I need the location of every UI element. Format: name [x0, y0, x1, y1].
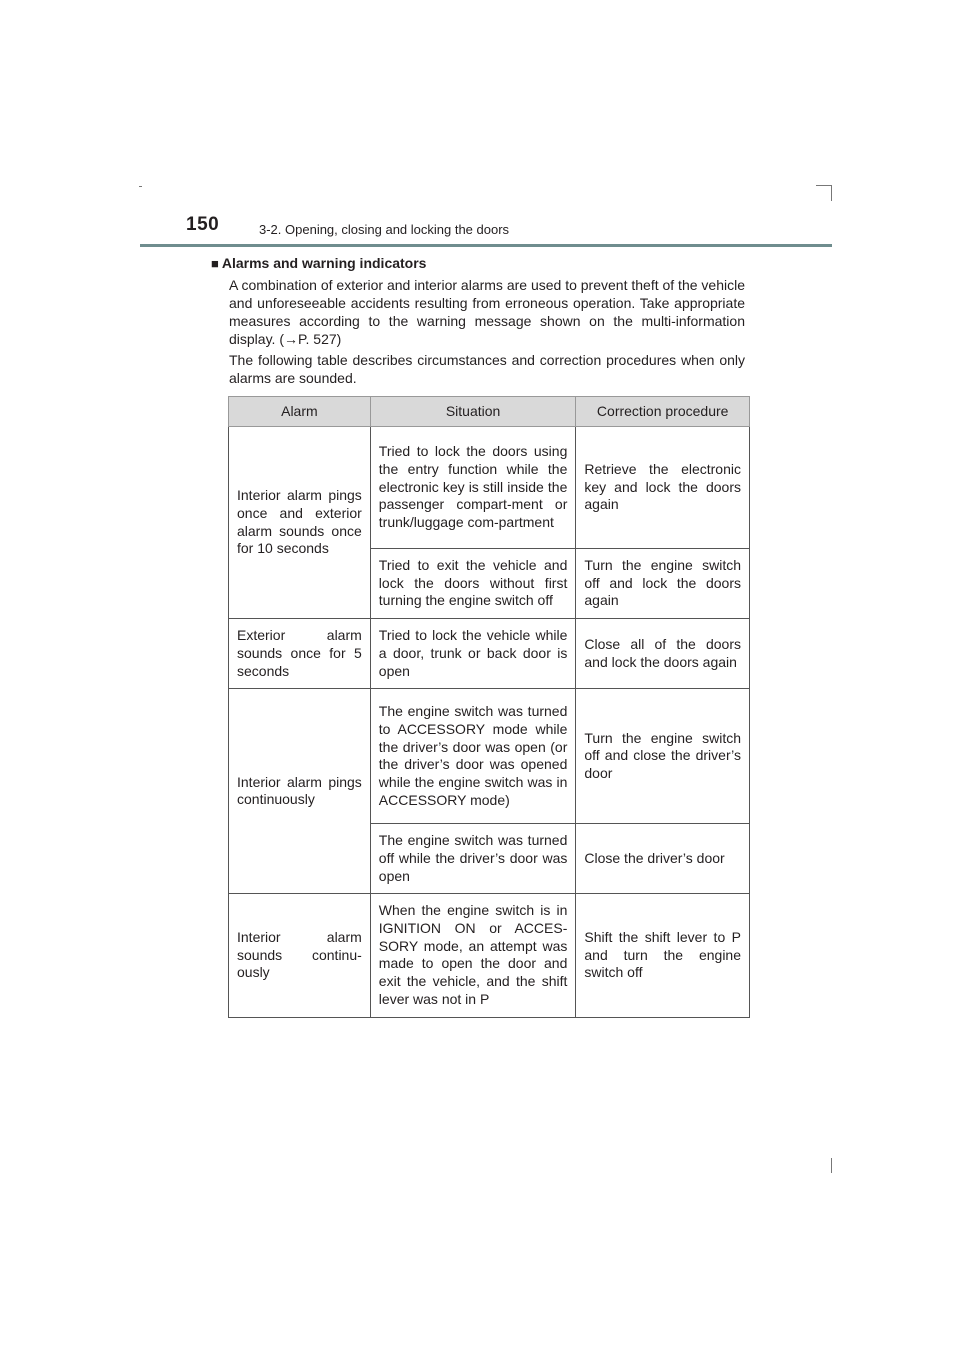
header-divider [140, 244, 832, 247]
correction-cell: Turn the engine switch off and lock the doors again [576, 549, 750, 619]
alarm-cell: Interior alarm sounds continu-ously [229, 894, 371, 1017]
alarm-cell: Interior alarm pings once and exterior alarm sounds once for 10 seconds [229, 427, 371, 619]
crop-mark-left-dot [139, 186, 142, 187]
correction-cell: Retrieve the electronic key and lock the doors again [576, 427, 750, 549]
correction-cell: Close all of the doors and lock the doors again [576, 619, 750, 689]
correction-cell: Close the driver’s door [576, 824, 750, 894]
table-header-row [229, 397, 750, 427]
column-header-correction: Correction procedure [576, 397, 750, 427]
table-row [229, 689, 750, 824]
alarm-table [228, 396, 750, 1018]
situation-cell: Tried to lock the doors using the entry function while the electronic key is still inside the passenger compart-ment or trunk/luggage com-partment [370, 427, 576, 549]
alarm-cell: Exterior alarm sounds once for 5 seconds [229, 619, 371, 689]
situation-cell: Tried to exit the vehicle and lock the doors without first turning the engine switch off [370, 549, 576, 619]
table-row [229, 619, 750, 689]
column-header-situation: Situation [370, 397, 576, 427]
page-number: 150 [186, 214, 220, 235]
heading-square-marker: ■ [211, 256, 219, 271]
heading-text: Alarms and warning indicators [221, 255, 427, 271]
correction-cell: Shift the shift lever to P and turn the engine switch off [576, 894, 750, 1017]
alarm-cell: Interior alarm pings continuously [229, 689, 371, 894]
situation-cell: Tried to lock the vehicle while a door, trunk or back door is open [370, 619, 576, 689]
table-row [229, 894, 750, 1017]
table-row [229, 427, 750, 549]
situation-cell: When the engine switch is in IGNITION ON or ACCES-SORY mode, an attempt was made to open the door and exit the vehicle, and the shift lever was not in P [370, 894, 576, 1017]
column-header-alarm: Alarm [229, 397, 371, 427]
crop-mark-top-right-v [831, 185, 832, 201]
intro-paragraph: A combination of exterior and interior alarms are used to prevent theft of the vehicle and unforeseeable accidents resulting from erroneous operation. Take appropriate measures according to the warning message shown on the multi-information display. (→P. 527) [229, 277, 745, 347]
situation-cell: The engine switch was turned off while the driver’s door was open [370, 824, 576, 894]
table-intro-paragraph: The following table describes circumstances and correction procedures when only alarms are sounded. [229, 352, 745, 386]
crop-mark-bottom-right-v [831, 1158, 832, 1173]
situation-cell: The engine switch was turned to ACCESSORY mode while the driver’s door was open (or the driver’s door was opened while the engine switch was in ACCESSORY mode) [370, 689, 576, 824]
crop-mark-top-right-h [816, 185, 832, 186]
correction-cell: Turn the engine switch off and close the driver’s door [576, 689, 750, 824]
section-title: 3-2. Opening, closing and locking the doors [259, 222, 510, 237]
section-heading [211, 255, 426, 271]
